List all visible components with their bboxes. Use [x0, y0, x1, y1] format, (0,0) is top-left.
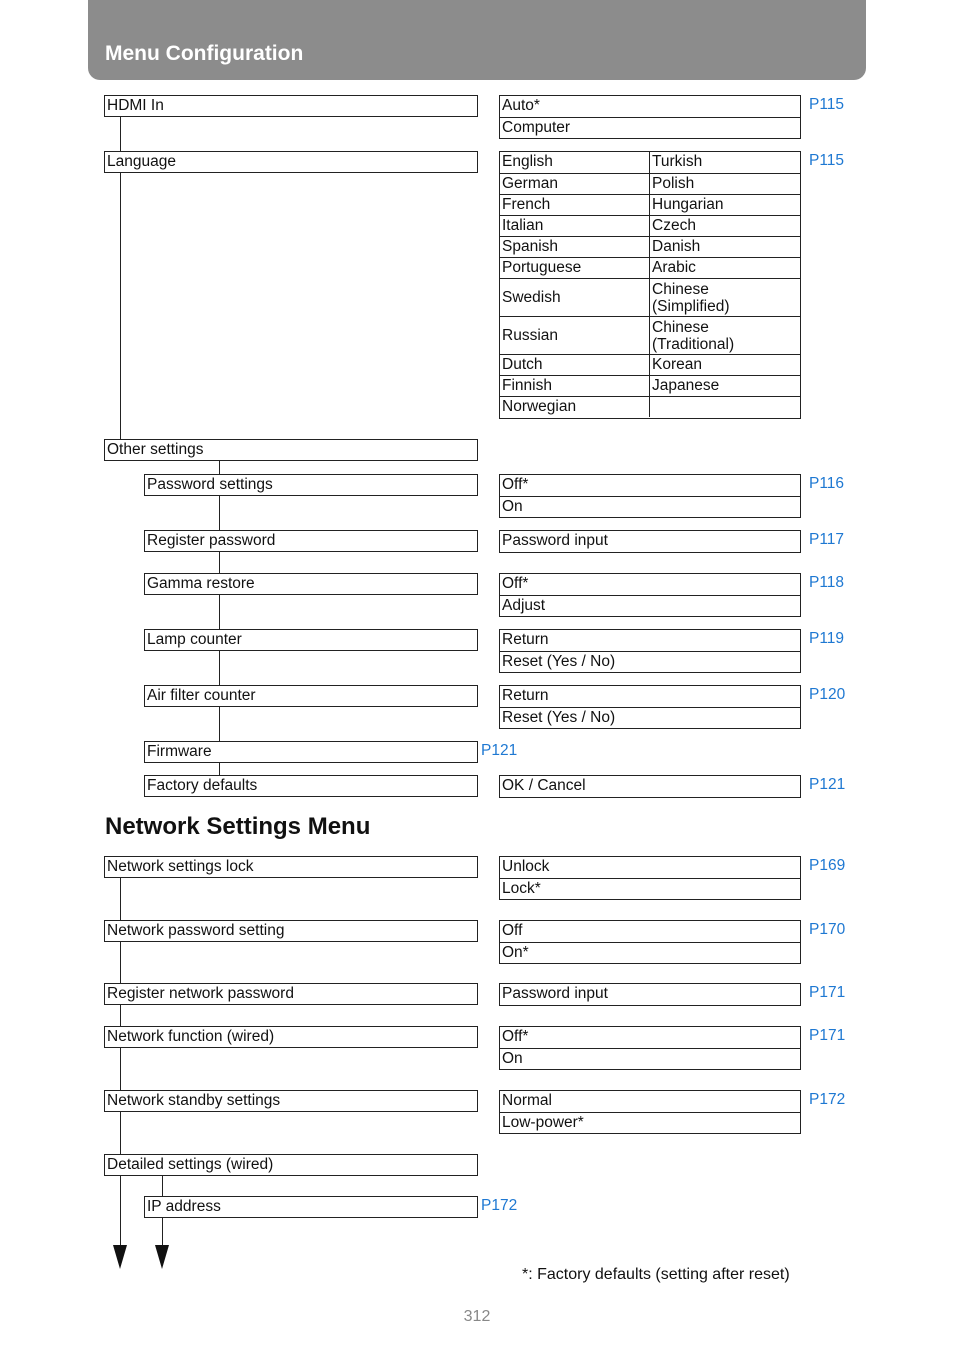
- header-title: Menu Configuration: [105, 42, 304, 65]
- menu-item-language[interactable]: Language: [104, 151, 478, 173]
- language-option[interactable]: Chinese (Simplified): [652, 281, 730, 315]
- footnote: *: Factory defaults (setting after reset): [522, 1266, 790, 1283]
- page-ref-link[interactable]: P116: [809, 475, 845, 492]
- language-option[interactable]: English: [502, 153, 553, 170]
- down-arrow-icon: [155, 1245, 169, 1269]
- submenu-item-lamp-counter[interactable]: Lamp counter: [144, 629, 478, 651]
- language-row: [500, 215, 800, 236]
- options-table: [499, 573, 801, 617]
- language-option[interactable]: Dutch: [502, 356, 543, 373]
- option-label: On: [502, 498, 523, 515]
- options-table: [499, 920, 801, 964]
- option-row[interactable]: [500, 475, 800, 496]
- language-row: [500, 173, 800, 194]
- option-row[interactable]: [500, 531, 800, 552]
- option-row[interactable]: [500, 878, 800, 899]
- option-label: Return: [502, 631, 549, 648]
- language-option[interactable]: Hungarian: [652, 196, 724, 213]
- page-ref-link[interactable]: P169: [809, 857, 846, 874]
- page-ref-link[interactable]: P171: [809, 984, 846, 1001]
- option-label: Low-power*: [502, 1114, 584, 1131]
- option-row[interactable]: [500, 707, 800, 728]
- language-option[interactable]: Norwegian: [502, 398, 577, 415]
- page-ref-link[interactable]: P121: [809, 776, 846, 793]
- language-row: [500, 396, 800, 417]
- option-row[interactable]: [500, 1112, 800, 1133]
- option-label: Auto*: [502, 97, 540, 114]
- option-label: Password input: [502, 985, 608, 1002]
- menu-item-other-settings[interactable]: Other settings: [104, 439, 478, 461]
- language-option[interactable]: Arabic: [652, 259, 696, 276]
- option-row[interactable]: [500, 651, 800, 672]
- submenu-item-factory-defaults[interactable]: Factory defaults: [144, 775, 478, 797]
- menu-item-network-settings-lock[interactable]: Network settings lock: [104, 856, 478, 878]
- menu-item-network-standby-settings[interactable]: Network standby settings: [104, 1090, 478, 1112]
- option-label: On*: [502, 944, 529, 961]
- language-option[interactable]: Japanese: [652, 377, 720, 394]
- language-row: [500, 236, 800, 257]
- option-row[interactable]: [500, 1027, 800, 1048]
- language-option[interactable]: Chinese (Traditional): [652, 319, 735, 353]
- option-row[interactable]: [500, 1091, 800, 1112]
- option-label: Off: [502, 922, 523, 939]
- option-row[interactable]: [500, 595, 800, 616]
- options-table: [499, 685, 801, 729]
- language-option[interactable]: Turkish: [652, 153, 703, 170]
- page-ref-link[interactable]: P117: [809, 531, 845, 548]
- submenu-item-air-filter-counter[interactable]: Air filter counter: [144, 685, 478, 707]
- option-row[interactable]: [500, 1048, 800, 1069]
- options-table: [499, 629, 801, 673]
- option-label: Reset (Yes / No): [502, 653, 616, 670]
- submenu-item-register-password[interactable]: Register password: [144, 530, 478, 552]
- page-ref-link[interactable]: P120: [809, 686, 846, 703]
- page-ref-link[interactable]: P170: [809, 921, 846, 938]
- language-option[interactable]: Korean: [652, 356, 702, 373]
- options-table: [499, 474, 801, 518]
- option-row[interactable]: [500, 630, 800, 651]
- submenu-item-gamma-restore[interactable]: Gamma restore: [144, 573, 478, 595]
- language-row: [500, 194, 800, 215]
- page-ref-link[interactable]: P115: [809, 96, 845, 113]
- option-label: Computer: [502, 119, 571, 136]
- options-table: [499, 856, 801, 900]
- language-option[interactable]: Spanish: [502, 238, 559, 255]
- option-label: Unlock: [502, 858, 550, 875]
- option-label: Password input: [502, 532, 608, 549]
- language-options-table: [499, 151, 801, 419]
- page-ref-link[interactable]: P121: [481, 742, 518, 759]
- options-table: [499, 1026, 801, 1070]
- option-label: Adjust: [502, 597, 546, 614]
- menu-item-network-function-wired-[interactable]: Network function (wired): [104, 1026, 478, 1048]
- page-number: 312: [463, 1308, 491, 1325]
- option-label: Lock*: [502, 880, 541, 897]
- option-label: On: [502, 1050, 523, 1067]
- option-row[interactable]: [500, 686, 800, 707]
- page-header: [88, 0, 866, 80]
- option-label: Off*: [502, 476, 529, 493]
- column-divider: [649, 397, 650, 417]
- option-row[interactable]: [500, 496, 800, 517]
- option-row[interactable]: [500, 574, 800, 595]
- options-table: [499, 530, 801, 553]
- submenu-item-password-settings[interactable]: Password settings: [144, 474, 478, 496]
- options-table: [499, 1090, 801, 1134]
- menu-item-network-password-setting[interactable]: Network password setting: [104, 920, 478, 942]
- down-arrow-icon: [113, 1245, 127, 1269]
- option-label: Return: [502, 687, 549, 704]
- language-option[interactable]: Polish: [652, 175, 695, 192]
- option-label: OK / Cancel: [502, 777, 586, 794]
- page-ref-link[interactable]: P171: [809, 1027, 846, 1044]
- page-ref-link[interactable]: P115: [809, 152, 845, 169]
- option-row[interactable]: [500, 96, 800, 117]
- option-row[interactable]: [500, 921, 800, 942]
- language-option[interactable]: Portuguese: [502, 259, 582, 276]
- language-option[interactable]: Finnish: [502, 377, 552, 394]
- option-label: Reset (Yes / No): [502, 709, 616, 726]
- language-option[interactable]: Swedish: [502, 289, 561, 306]
- option-label: Off*: [502, 575, 529, 592]
- options-table: [499, 775, 801, 798]
- page-ref-link[interactable]: P118: [809, 574, 845, 591]
- menu-item-hdmi-in[interactable]: HDMI In: [104, 95, 478, 117]
- language-option[interactable]: German: [502, 175, 558, 192]
- page-ref-link[interactable]: P119: [809, 630, 845, 647]
- submenu-item-ip-address[interactable]: IP address: [144, 1196, 478, 1218]
- other-settings-branch-line: [219, 461, 220, 777]
- page-ref-link[interactable]: P172: [481, 1197, 518, 1214]
- language-option[interactable]: French: [502, 196, 551, 213]
- options-table: [499, 983, 801, 1006]
- language-row: [500, 257, 800, 278]
- option-label: Normal: [502, 1092, 552, 1109]
- section-title: Network Settings Menu: [105, 813, 371, 840]
- language-option[interactable]: Danish: [652, 238, 701, 255]
- menu-item-register-network-password[interactable]: Register network password: [104, 983, 478, 1005]
- language-row: [500, 316, 800, 354]
- submenu-item-firmware[interactable]: Firmware: [144, 741, 478, 763]
- language-option[interactable]: Italian: [502, 217, 544, 234]
- language-row: [500, 278, 800, 316]
- page-ref-link[interactable]: P172: [809, 1091, 846, 1108]
- language-option[interactable]: Russian: [502, 327, 558, 344]
- language-row: [500, 375, 800, 396]
- language-option[interactable]: Czech: [652, 217, 696, 234]
- option-row[interactable]: [500, 776, 800, 797]
- option-row[interactable]: [500, 942, 800, 963]
- option-row[interactable]: [500, 117, 800, 138]
- language-row: [500, 354, 800, 375]
- option-row[interactable]: [500, 984, 800, 1005]
- language-row: [500, 152, 800, 173]
- hdmi-in-options: [499, 95, 801, 139]
- option-label: Off*: [502, 1028, 529, 1045]
- menu-item-detailed-settings-wired-[interactable]: Detailed settings (wired): [104, 1154, 478, 1176]
- option-row[interactable]: [500, 857, 800, 878]
